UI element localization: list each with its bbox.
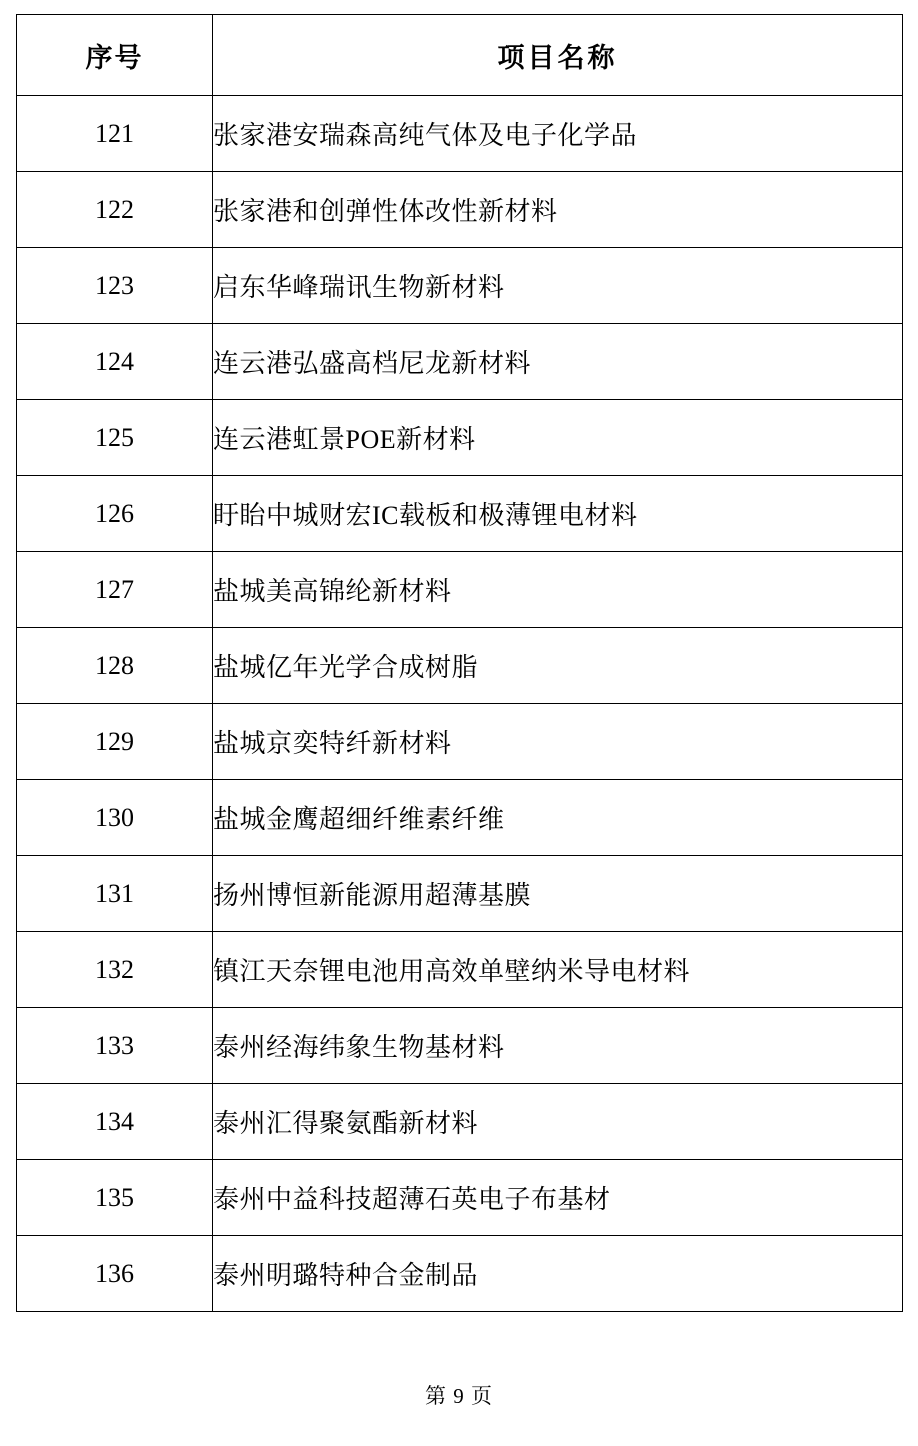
table-row — [17, 1236, 903, 1312]
cell-project-name: 连云港虹景POE新材料 — [213, 400, 903, 476]
cell-sequence: 130 — [17, 780, 213, 856]
cell-project-name: 扬州博恒新能源用超薄基膜 — [213, 856, 903, 932]
page-footer: 第 9 页 — [425, 1384, 493, 1408]
cell-project-name: 启东华峰瑞讯生物新材料 — [213, 248, 903, 324]
table-row — [17, 400, 903, 476]
table-row — [17, 1084, 903, 1160]
cell-project-name: 张家港安瑞森高纯气体及电子化学品 — [213, 96, 903, 172]
cell-project-name: 盱眙中城财宏IC载板和极薄锂电材料 — [213, 476, 903, 552]
cell-sequence: 136 — [17, 1236, 213, 1312]
cell-sequence: 135 — [17, 1160, 213, 1236]
cell-project-name: 连云港弘盛高档尼龙新材料 — [213, 324, 903, 400]
cell-sequence: 123 — [17, 248, 213, 324]
table-row — [17, 628, 903, 704]
table-row — [17, 476, 903, 552]
table-header — [17, 15, 903, 96]
cell-project-name: 泰州汇得聚氨酯新材料 — [213, 1084, 903, 1160]
table-row — [17, 856, 903, 932]
cell-project-name: 张家港和创弹性体改性新材料 — [213, 172, 903, 248]
project-table — [16, 14, 903, 1312]
cell-sequence: 129 — [17, 704, 213, 780]
cell-project-name: 泰州经海纬象生物基材料 — [213, 1008, 903, 1084]
table-body — [17, 96, 903, 1312]
cell-sequence: 125 — [17, 400, 213, 476]
column-header-project-name: 项目名称 — [213, 15, 903, 96]
cell-sequence: 127 — [17, 552, 213, 628]
cell-project-name: 盐城美高锦纶新材料 — [213, 552, 903, 628]
table-row — [17, 780, 903, 856]
table-row — [17, 1008, 903, 1084]
cell-project-name: 盐城金鹰超细纤维素纤维 — [213, 780, 903, 856]
table-row — [17, 932, 903, 1008]
cell-project-name: 盐城京奕特纤新材料 — [213, 704, 903, 780]
table-row — [17, 1160, 903, 1236]
cell-project-name: 泰州明璐特种合金制品 — [213, 1236, 903, 1312]
cell-sequence: 134 — [17, 1084, 213, 1160]
cell-sequence: 132 — [17, 932, 213, 1008]
cell-sequence: 122 — [17, 172, 213, 248]
cell-project-name: 镇江天奈锂电池用高效单壁纳米导电材料 — [213, 932, 903, 1008]
cell-project-name: 泰州中益科技超薄石英电子布基材 — [213, 1160, 903, 1236]
table-row — [17, 552, 903, 628]
cell-sequence: 124 — [17, 324, 213, 400]
cell-sequence: 131 — [17, 856, 213, 932]
cell-sequence: 128 — [17, 628, 213, 704]
table-row — [17, 324, 903, 400]
table-header-row — [17, 15, 903, 96]
table-row — [17, 96, 903, 172]
table-row — [17, 248, 903, 324]
cell-sequence: 121 — [17, 96, 213, 172]
table-row — [17, 172, 903, 248]
table-row — [17, 704, 903, 780]
column-header-sequence: 序号 — [17, 15, 213, 96]
cell-sequence: 133 — [17, 1008, 213, 1084]
cell-project-name: 盐城亿年光学合成树脂 — [213, 628, 903, 704]
cell-sequence: 126 — [17, 476, 213, 552]
